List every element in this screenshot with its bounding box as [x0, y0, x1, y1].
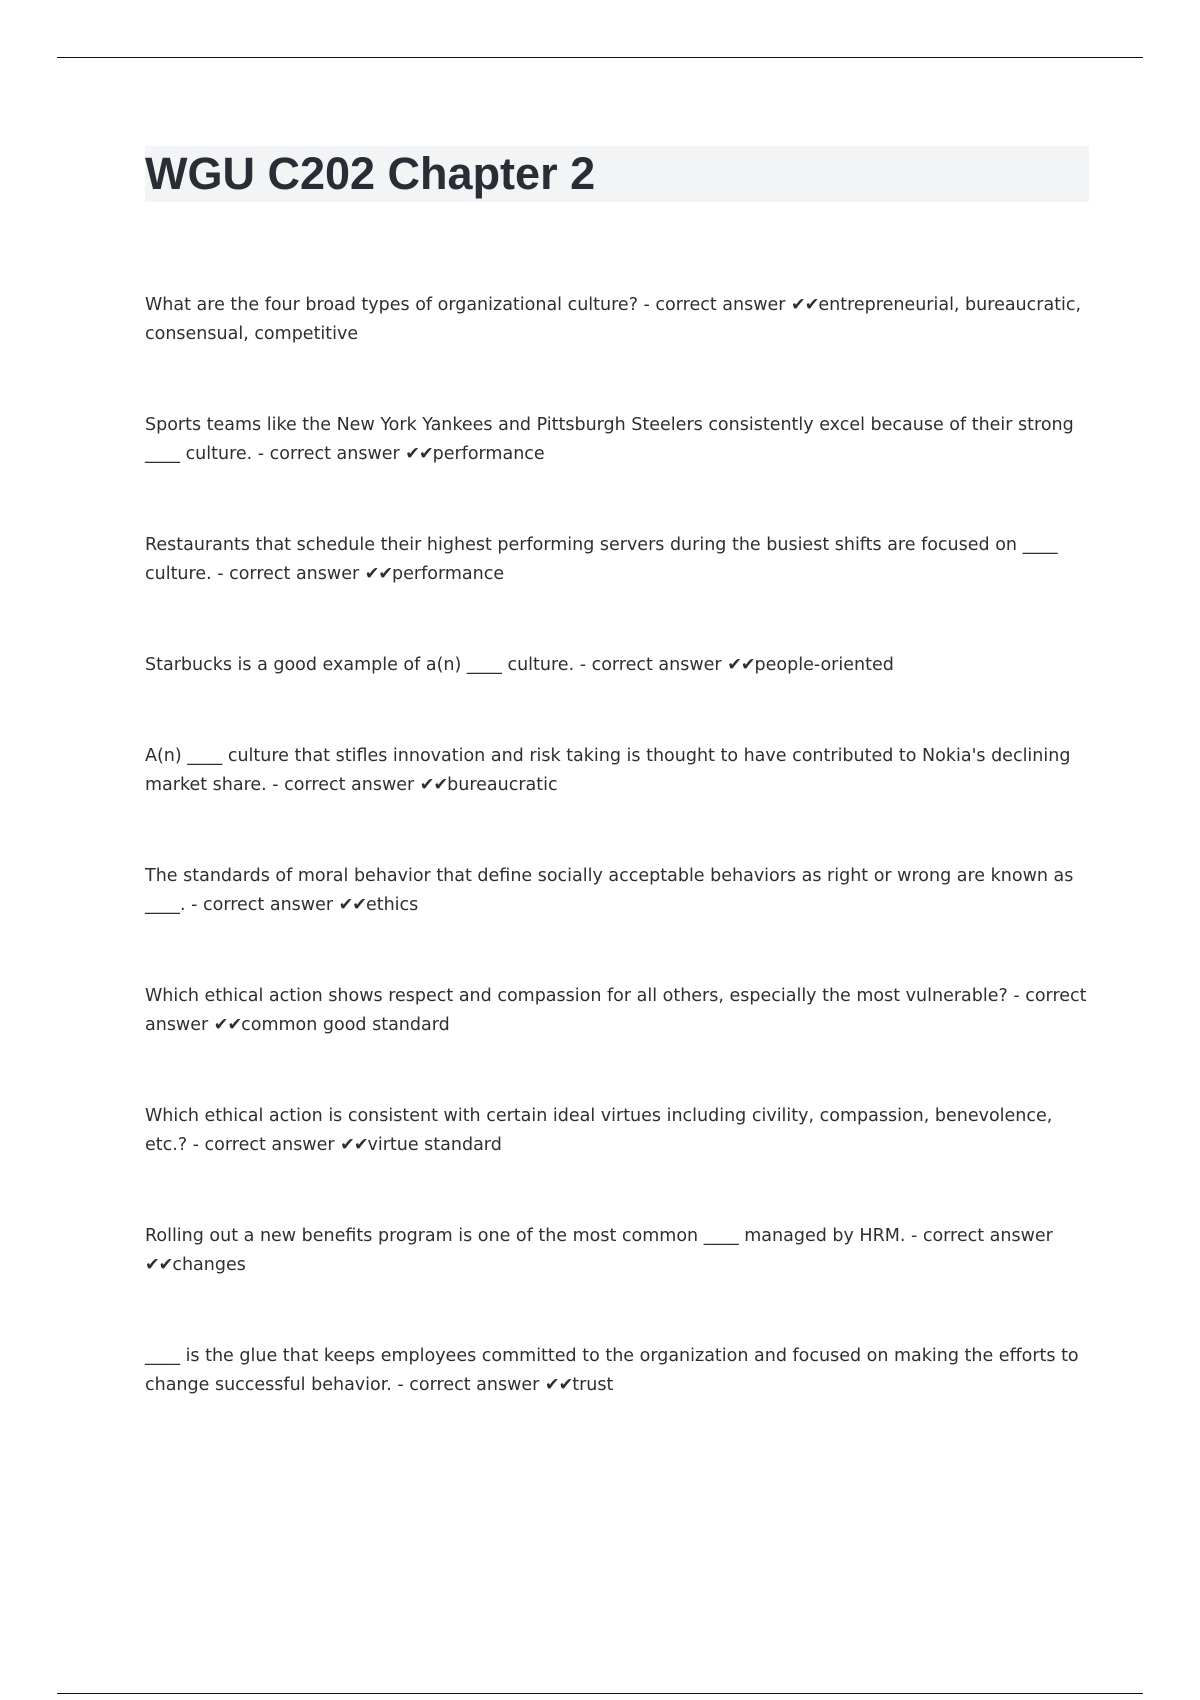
- answer-text: entrepreneurial, bureaucratic, consensual, competitive: [145, 295, 1082, 344]
- qa-item: [145, 651, 1090, 680]
- answer-text: changes: [172, 1255, 246, 1275]
- double-check-icon: ✔✔: [544, 1375, 573, 1395]
- qa-item: [145, 291, 1090, 349]
- question-text: Sports teams like the New York Yankees and Pittsburgh Steelers consistently excel because of their strong ____ culture. - correct answer: [145, 415, 1074, 464]
- qa-item: [145, 742, 1090, 800]
- answer-text: performance: [392, 564, 505, 584]
- double-check-icon: ✔✔: [727, 655, 755, 675]
- answer-text: performance: [432, 444, 545, 464]
- answer-text: bureaucratic: [447, 775, 558, 795]
- question-text: The standards of moral behavior that define socially acceptable behaviors as right or wrong are known as ____. - correct answer: [145, 866, 1074, 915]
- qa-item: [145, 1102, 1090, 1160]
- question-text: Which ethical action is consistent with certain ideal virtues including civility, compassion, benevolence, etc.? - correct answer: [145, 1106, 1053, 1155]
- qa-item: [145, 982, 1090, 1040]
- qa-item: [145, 862, 1090, 920]
- double-check-icon: ✔✔: [791, 295, 819, 315]
- qa-item: [145, 1222, 1090, 1280]
- double-check-icon: ✔✔: [338, 895, 366, 915]
- question-text: Starbucks is a good example of a(n) ____ culture. - correct answer: [145, 655, 728, 675]
- answer-text: common good standard: [241, 1015, 450, 1035]
- double-check-icon: ✔✔: [340, 1135, 368, 1155]
- double-check-icon: ✔✔: [145, 1255, 173, 1275]
- question-text: Rolling out a new benefits program is one of the most common ____ managed by HRM. - correct answer: [145, 1226, 1053, 1246]
- question-text: Restaurants that schedule their highest performing servers during the busiest shifts are focused on ____ culture. - correct answer: [145, 535, 1058, 584]
- answer-text: people-oriented: [754, 655, 894, 675]
- answer-text: ethics: [365, 895, 419, 915]
- answer-text: virtue standard: [367, 1135, 502, 1155]
- question-text: What are the four broad types of organizational culture? - correct answer: [145, 295, 792, 315]
- double-check-icon: ✔✔: [364, 564, 393, 584]
- double-check-icon: ✔✔: [419, 775, 448, 795]
- qa-item: [145, 411, 1090, 469]
- bottom-rule: [57, 1693, 1143, 1694]
- question-text: Which ethical action shows respect and compassion for all others, especially the most vulnerable? - correct answer: [145, 986, 1087, 1035]
- qa-item: [145, 1342, 1090, 1400]
- answer-text: trust: [572, 1375, 614, 1395]
- question-text: A(n) ____ culture that stifles innovation and risk taking is thought to have contributed to Nokia's declining market share. - correct answer: [145, 746, 1071, 795]
- page-title: WGU C202 Chapter 2: [145, 148, 596, 199]
- question-text: ____ is the glue that keeps employees committed to the organization and focused on making the efforts to change successful behavior. - correct answer: [145, 1346, 1079, 1395]
- double-check-icon: ✔✔: [405, 444, 433, 464]
- qa-item: [145, 531, 1090, 589]
- top-rule: [57, 57, 1143, 58]
- double-check-icon: ✔✔: [213, 1015, 242, 1035]
